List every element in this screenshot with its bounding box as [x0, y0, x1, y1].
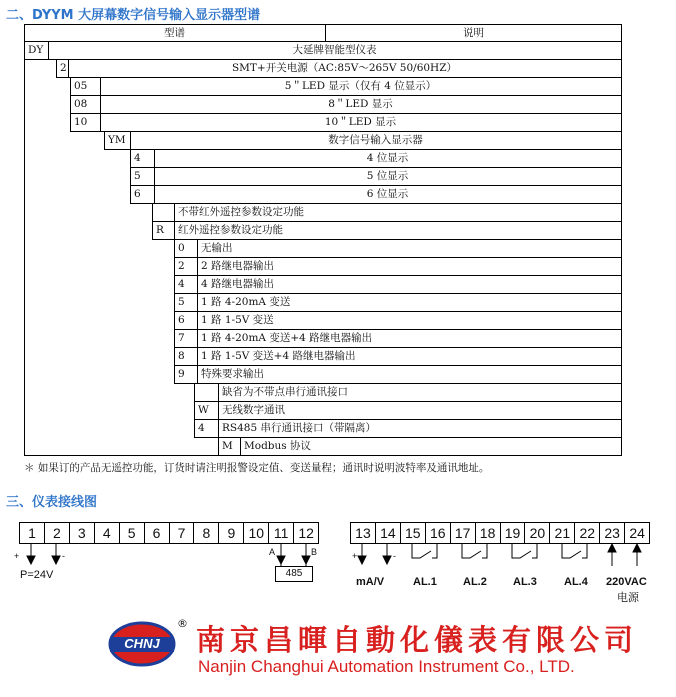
ac-label: 220VAC: [606, 576, 647, 588]
row-code: 2: [178, 260, 185, 272]
row-code: 0: [178, 242, 185, 254]
row-code: 8: [178, 350, 185, 362]
rs485-box: 485: [275, 566, 313, 582]
terminal-8: 8: [194, 523, 219, 543]
row-desc: 4 位显示: [366, 152, 409, 164]
terminal-6: 6: [145, 523, 170, 543]
row-desc: 5＂LED 显示（仅有 4 位显示）: [284, 80, 437, 92]
section3-title: 三、仪表接线图: [6, 495, 98, 510]
arrow-down-icon: [358, 556, 366, 564]
arrow-up-icon: [633, 544, 641, 552]
al1-label: AL.1: [413, 576, 437, 588]
row-desc: 大延牌智能型仪表: [292, 44, 377, 56]
terminal-20: 20: [525, 523, 550, 543]
relay-contact-icons: [412, 544, 587, 558]
arrow-down-icon: [277, 556, 285, 564]
arrow-down-icon: [52, 556, 60, 564]
terminal-21: 21: [550, 523, 575, 543]
terminal-7: 7: [170, 523, 195, 543]
terminal-23: 23: [600, 523, 625, 543]
terminal-block-right: [350, 522, 650, 544]
row-desc: 数字信号输入显示器: [328, 134, 423, 146]
row-desc: 2 路继电器输出: [201, 260, 275, 272]
row-desc: 6 位显示: [366, 188, 409, 200]
terminal-17: 17: [451, 523, 476, 543]
footnote: ＊ 如果订的产品无遥控功能，订货时请注明报警设定值、变送量程；通讯时说明波特率及通讯地址。: [24, 462, 490, 474]
terminal-block-left: [19, 522, 319, 544]
terminal-14: 14: [376, 523, 401, 543]
terminal-9: 9: [219, 523, 244, 543]
row-code: 9: [178, 368, 185, 380]
header-desc: 说明: [463, 27, 484, 39]
terminal-11: 11: [269, 523, 294, 543]
row-code: 6: [134, 188, 141, 200]
plus-sign-1: +: [14, 551, 20, 561]
row-desc: 4 路继电器输出: [201, 278, 275, 290]
terminal-13: 13: [351, 523, 376, 543]
arrow-down-icon: [383, 556, 391, 564]
row-desc: SMT+开关电源（AC:85V～265V 50/60HZ）: [231, 62, 458, 74]
row-code: 05: [74, 80, 88, 92]
row-code: 4: [198, 422, 205, 434]
terminal-4: 4: [95, 523, 120, 543]
terminal-12: 12: [298, 525, 314, 541]
terminal-15: 15: [401, 523, 426, 543]
registered-mark: ®: [177, 617, 188, 630]
ma-v-label: mA/V: [356, 576, 385, 588]
row-code: W: [198, 404, 209, 416]
terminal-2: 2: [45, 523, 70, 543]
row-desc: 5 位显示: [366, 170, 409, 182]
row-desc: 红外遥控参数设定功能: [178, 224, 283, 236]
row-code: M: [222, 440, 233, 452]
ac-sub-label: 电源: [617, 592, 639, 604]
row-desc: 1 路 1-5V 变送: [201, 314, 274, 326]
terminal-24: 24: [629, 525, 645, 541]
row-code: 5: [178, 296, 185, 308]
terminal-1: 1: [20, 523, 45, 543]
row-desc: 特殊要求输出: [201, 368, 264, 380]
terminal-22: 22: [575, 523, 600, 543]
terminal-18: 18: [476, 523, 501, 543]
row-code: YM: [108, 134, 126, 146]
row-desc: 无线数字通讯: [222, 404, 285, 416]
row-code: DY: [28, 44, 44, 56]
terminal-10: 10: [244, 523, 269, 543]
row-code: 7: [178, 332, 185, 344]
power-label: P=24V: [20, 569, 54, 581]
row-code: 6: [178, 314, 185, 326]
section2-title: 二、DYYM 大屏幕数字信号输入显示器型谱: [6, 8, 261, 23]
row-code: 5: [134, 170, 141, 182]
row-code: 2: [60, 62, 67, 74]
row-desc: RS485 串行通讯接口（带隔离）: [222, 422, 376, 434]
al3-label: AL.3: [513, 576, 537, 588]
header-model: 型谱: [164, 27, 185, 39]
row-desc: 无输出: [201, 242, 233, 254]
row-desc: 1 路 4-20mA 变送+4 路继电器输出: [201, 332, 373, 344]
company-name-cn: 南京昌暉自動化儀表有限公司: [196, 623, 639, 657]
plus-sign-2: +: [352, 551, 358, 561]
row-desc: 缺省为不带点串行通讯接口: [222, 386, 348, 398]
rs485-b-label: B: [311, 547, 318, 557]
row-desc: 不带红外遥控参数设定功能: [178, 206, 304, 218]
al2-label: AL.2: [463, 576, 487, 588]
terminal-16: 16: [426, 523, 451, 543]
row-desc: Modbus 协议: [244, 440, 312, 452]
logo-text: CHNJ: [124, 636, 160, 651]
arrow-down-icon: [27, 556, 35, 564]
wiring-diagram: [0, 544, 676, 606]
row-desc: 10＂LED 显示: [324, 116, 397, 128]
company-name-en: Nanjin Changhui Automation Instrument Co., LTD.: [198, 657, 575, 676]
row-desc: 1 路 4-20mA 变送: [201, 296, 291, 308]
brand-logo: [108, 620, 176, 668]
minus-sign-1: -: [62, 551, 65, 561]
terminal-19: 19: [501, 523, 526, 543]
arrow-down-icon: [302, 556, 310, 564]
row-code: 08: [74, 98, 88, 110]
row-desc: 8＂LED 显示: [328, 98, 393, 110]
terminal-5: 5: [120, 523, 145, 543]
row-code: 10: [74, 116, 88, 128]
al4-label: AL.4: [564, 576, 588, 588]
terminal-3: 3: [70, 523, 95, 543]
row-desc: 1 路 1-5V 变送+4 路继电器输出: [201, 350, 356, 362]
minus-sign-2: -: [393, 551, 396, 561]
arrow-up-icon: [608, 544, 616, 552]
rs485-a-label: A: [269, 547, 276, 557]
row-code: 4: [134, 152, 141, 164]
row-code: 4: [178, 278, 185, 290]
row-code: R: [156, 224, 164, 236]
